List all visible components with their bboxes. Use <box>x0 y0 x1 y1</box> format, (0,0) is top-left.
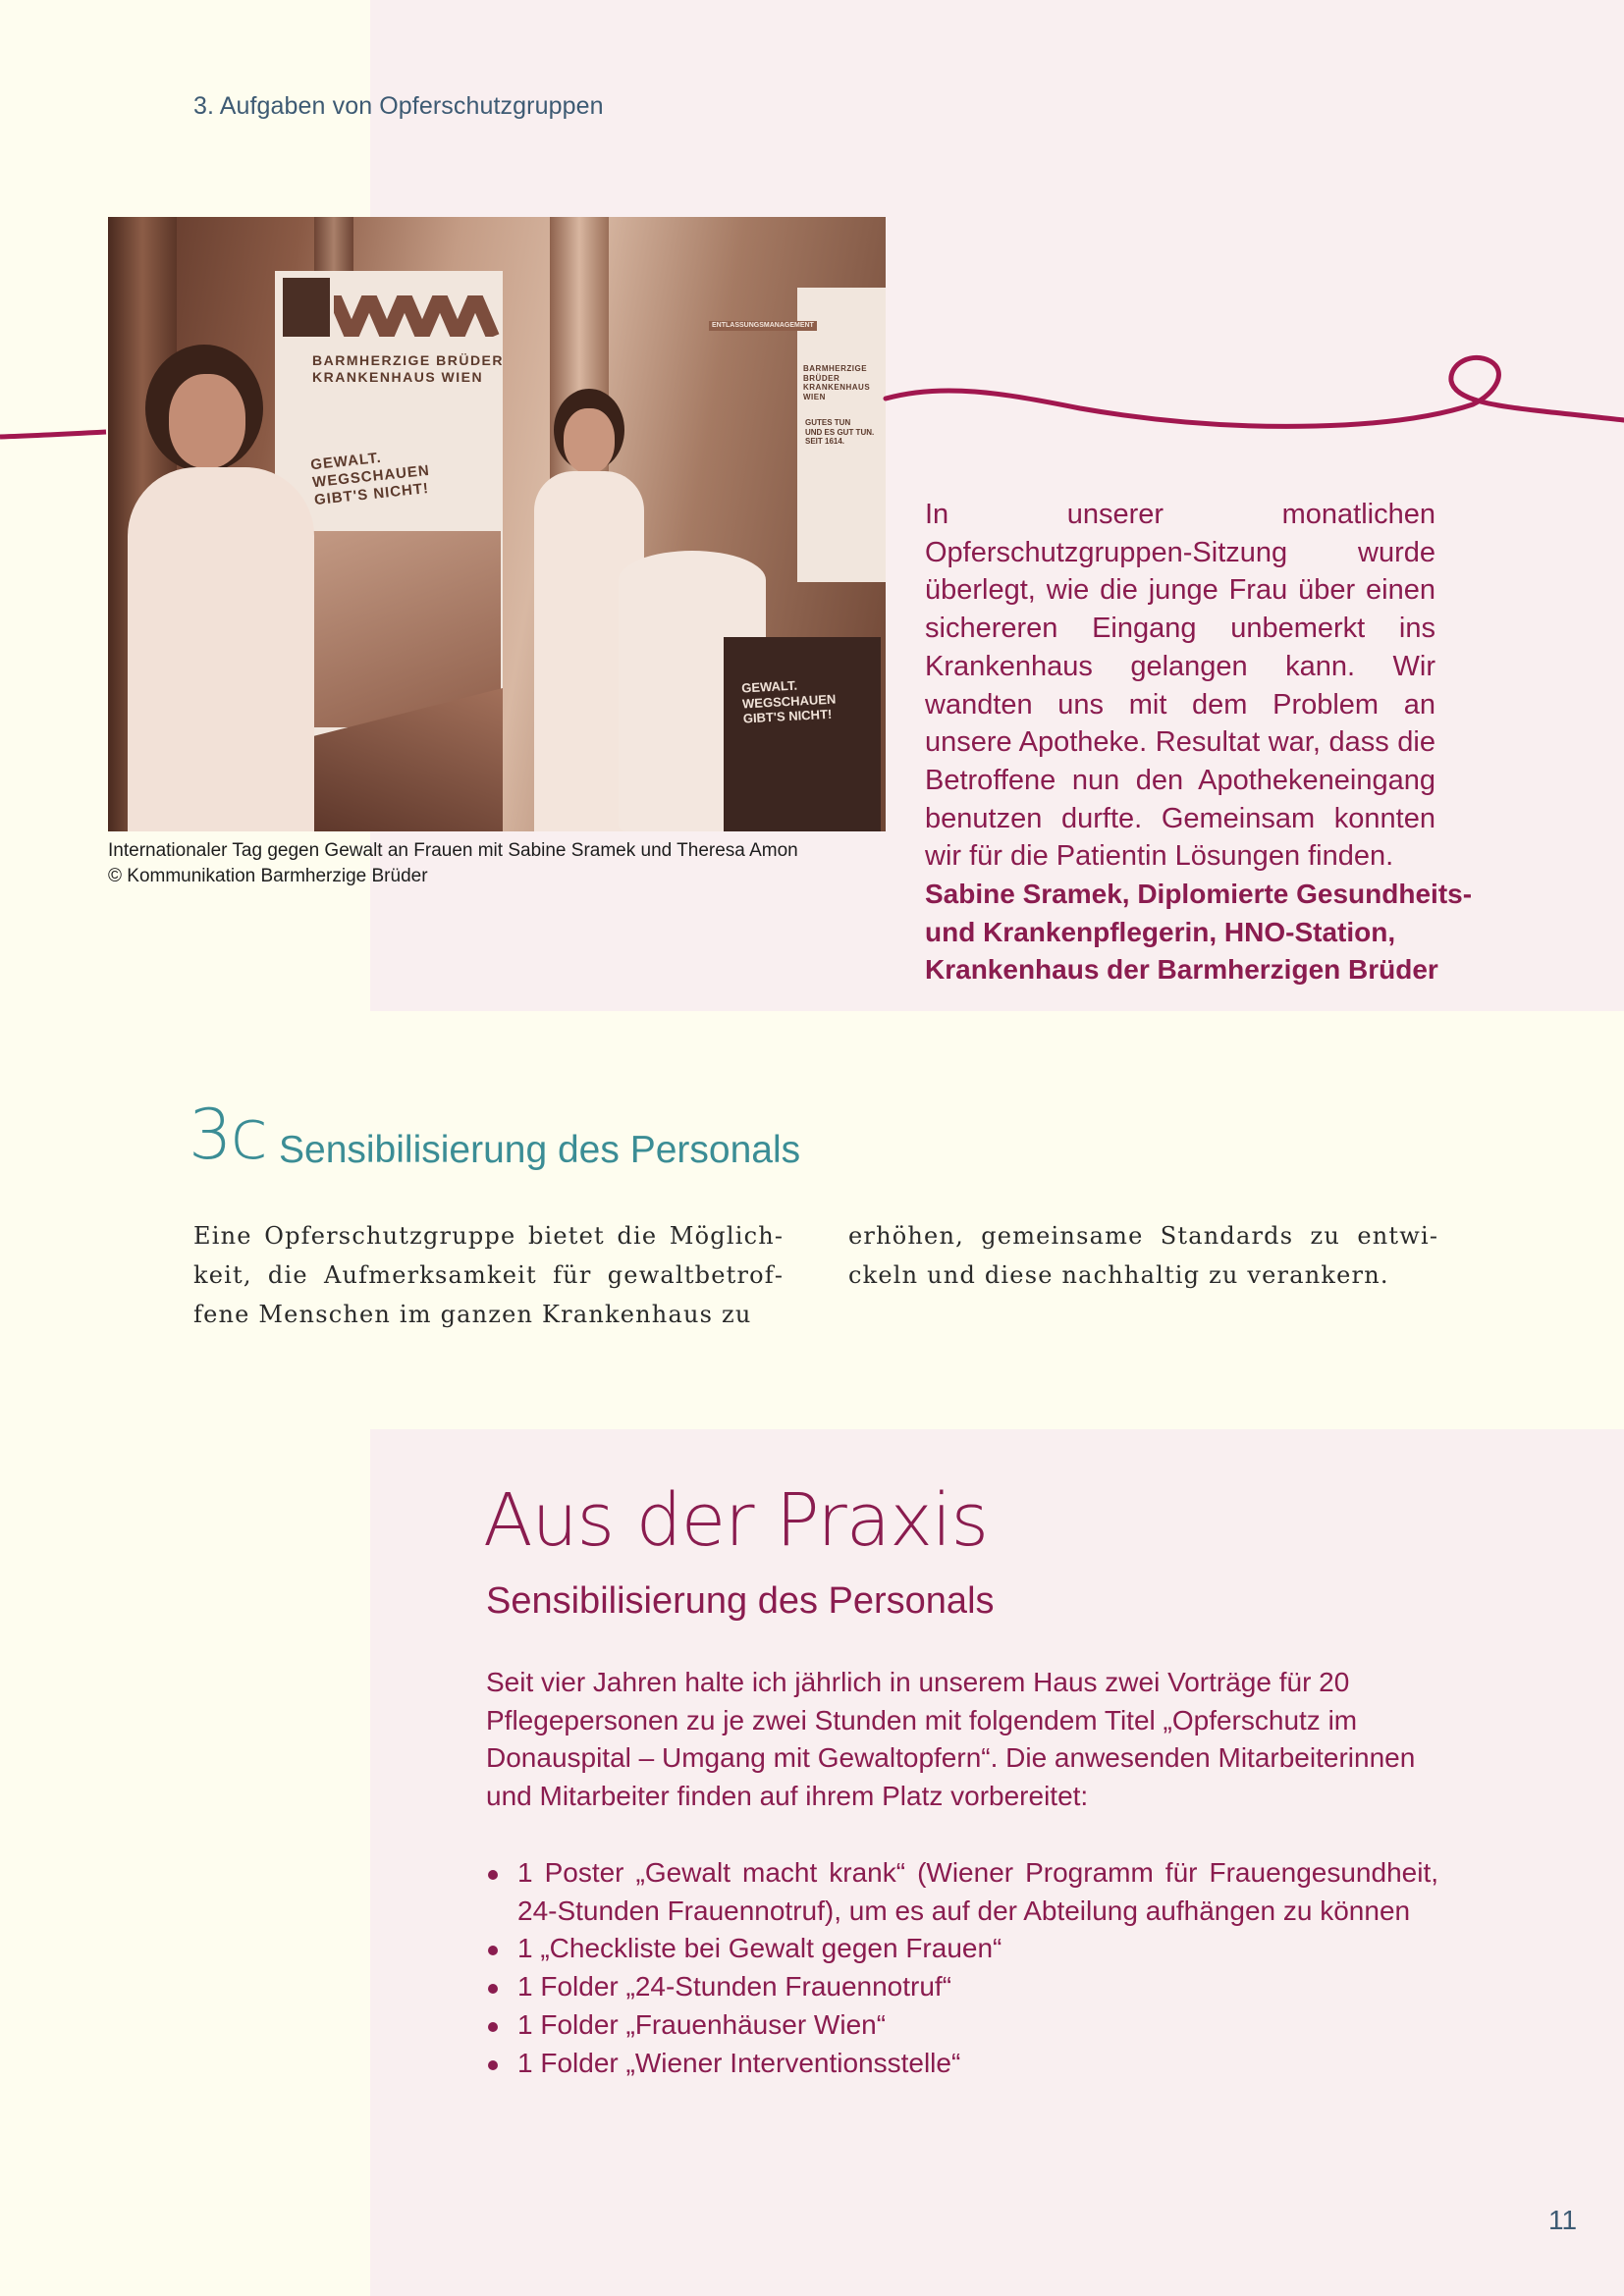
event-photo <box>108 217 886 831</box>
section-title: Sensibilisierung des Personals <box>279 1129 801 1171</box>
body-column-right: erhöhen, gemeinsame Standards zu entwickeln und diese nachhaltig zu verankern. <box>848 1222 1437 1289</box>
praxis-intro: Seit vier Jahren halte ich jährlich in unserem Haus zwei Vorträge für 20 Pflegepersonen zu je zwei Stunden mit folgendem Titel „Opferschutz im Donauspital – Umgang mit Gewaltopfern“. Die anwesenden Mitarbeiterinnen und Mitarbeiter finden auf ihrem Platz vorbereitet: <box>486 1667 1416 1811</box>
banner-right-brand: BARMHERZIGE BRÜDER KRANKENHAUS WIEN <box>803 364 871 401</box>
section-number: 3c <box>189 1095 267 1175</box>
quote-text: In unserer monatlichen Opferschutzgruppen-Sitzung wurde überlegt, wie die junge Frau über einen sichereren Eingang unbemerkt ins Krankenhaus gelangen kann. Wir wandten uns mit dem Problem an unsere Apotheke. Resultat war, dass die Betroffene nun den Apothekeneingang benutzen durfte. Gemeinsam konnten wir für die Patientin Lösungen finden. <box>925 499 1435 873</box>
body-column-left: Eine Opferschutzgruppe bietet die Möglichkeit, die Aufmerksamkeit für gewaltbetroffene Menschen im ganzen Krankenhaus zu <box>193 1222 783 1328</box>
page-number: 11 <box>1548 2205 1578 2235</box>
praxis-subtitle: Sensibilisierung des Personals <box>486 1580 995 1622</box>
decorative-ribbon-icon <box>0 353 1624 442</box>
zigzag-logo-icon <box>334 295 501 337</box>
list-item: 1 Folder „Frauenhäuser Wien“ <box>486 2006 1438 2045</box>
signage: ENTLASSUNGSMANAGEMENT <box>709 321 817 331</box>
caption-line-1: Internationaler Tag gegen Gewalt an Frauen mit Sabine Sramek und Theresa Amon <box>108 840 798 861</box>
praxis-list <box>486 1854 1438 2082</box>
list-item: 1 Folder „24-Stunden Frauennotruf“ <box>486 1968 1438 2006</box>
caption-credit: © Kommunikation Barmherzige Brüder <box>108 866 428 886</box>
running-head: 3. Aufgaben von Opferschutzgruppen <box>193 92 604 120</box>
quote-author: Sabine Sramek, Diplomierte Gesundheits- und Krankenpflegerin, HNO-Station, Krankenhaus der Barmherzigen Brüder <box>925 879 1473 985</box>
banner-left-brand: BARMHERZIGE BRÜDER KRANKENHAUS WIEN <box>312 352 504 385</box>
photo-caption <box>108 838 893 889</box>
poster-board <box>724 637 881 831</box>
logo-icon <box>283 278 330 337</box>
praxis-title: Aus der Praxis <box>483 1478 989 1563</box>
list-item: 1 Folder „Wiener Interventionsstelle“ <box>486 2045 1438 2083</box>
list-item: 1 „Checkliste bei Gewalt gegen Frauen“ <box>486 1930 1438 1968</box>
banner-left-slogan: GEWALT. WEGSCHAUEN GIBT'S NICHT! <box>309 449 431 509</box>
poster-slogan: GEWALT. WEGSCHAUEN GIBT'S NICHT! <box>740 677 837 726</box>
banner-right-slogan: GUTES TUN UND ES GUT TUN. SEIT 1614. <box>805 418 875 447</box>
list-item: 1 Poster „Gewalt macht krank“ (Wiener Programm für Frauengesundheit, 24-Stunden Frauennotruf), um es auf der Abteilung aufhängen zu können <box>486 1854 1438 1930</box>
